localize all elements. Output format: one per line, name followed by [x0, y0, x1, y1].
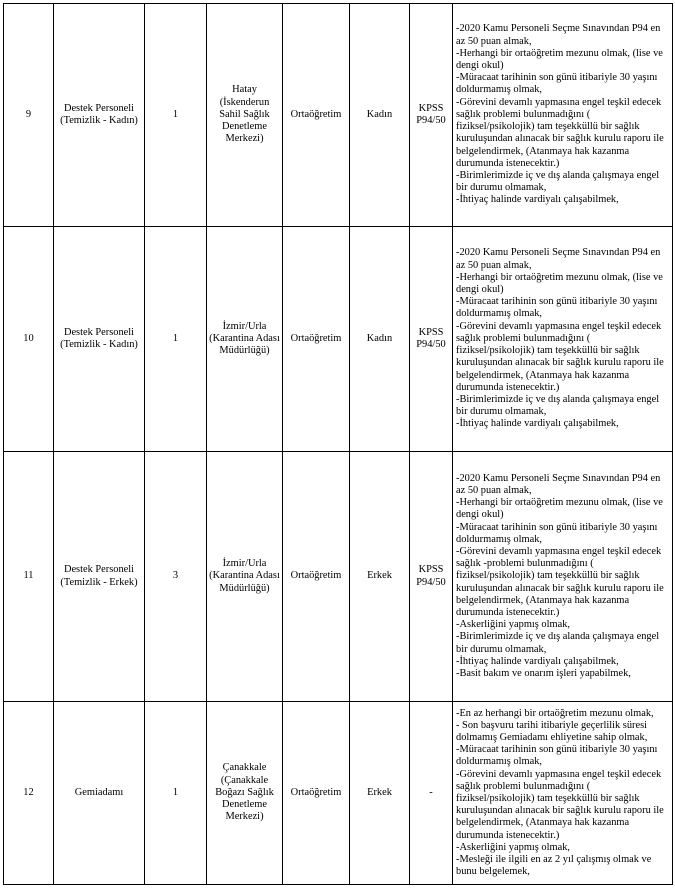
education-level: Ortaöğretim — [283, 702, 350, 885]
requirement-line: -Müracaat tarihinin son günü itibariyle 30 yaşını doldurmamış olmak, — [456, 72, 661, 96]
position-title: Gemiadamı — [54, 702, 145, 885]
gender: Kadın — [350, 227, 410, 452]
requirement-line: -Herhangi bir ortaöğretim mezunu olmak, (lise ve dengi okul) — [456, 47, 666, 72]
row-number: 9 — [4, 4, 54, 227]
requirement-line: -İhtiyaç halinde vardiyalı çalışabilmek, — [456, 194, 619, 206]
requirement-line: -Herhangi bir ortaöğretim mezunu olmak, (lise ve dengi okul) — [456, 497, 666, 521]
position-count: 1 — [145, 702, 207, 885]
work-location: Hatay (İskenderun Sahil Sağlık Denetleme Merkezi) — [207, 4, 283, 227]
position-count: 3 — [145, 452, 207, 702]
requirement-line: -Askerliğini yapmış olmak, — [456, 841, 570, 853]
gender: Erkek — [350, 702, 410, 885]
requirement-line: -Birimlerimizde iç ve dış alanda çalışmaya engel bir durumu olmamak, — [456, 393, 662, 418]
requirement-line: -İhtiyaç halinde vardiyalı çalışabilmek, — [456, 655, 619, 667]
education-level: Ortaöğretim — [283, 4, 350, 227]
requirements-cell — [453, 702, 673, 885]
requirement-line: -2020 Kamu Personeli Seçme Sınavından P94 en az 50 puan almak, — [456, 23, 663, 47]
table-row — [4, 702, 673, 885]
position-count: 1 — [145, 4, 207, 227]
kpss-score: KPSS P94/50 — [410, 4, 453, 227]
job-listing-table — [3, 3, 673, 885]
position-count: 1 — [145, 227, 207, 452]
table-row — [4, 4, 673, 227]
requirement-line: -Müracaat tarihinin son günü itibariyle 30 yaşını doldurmamış olmak, — [456, 744, 661, 768]
requirement-line: -Görevini devamlı yapmasına engel teşkil edecek sağlık problemi bulunmadığını ( fiziksel/psikolojik) tam teşekküllü bir sağlık kuruluşundan alınacak bir sağlık kurulu raporu ile belgelendirmek, (Atanmaya hak kazanma durumunda istenecektir.) — [456, 96, 667, 169]
requirement-line: -Herhangi bir ortaöğretim mezunu olmak, (lise ve dengi okul) — [456, 271, 666, 296]
requirement-line: -Müracaat tarihinin son günü itibariyle 30 yaşını doldurmamış olmak, — [456, 296, 661, 320]
kpss-score: - — [410, 702, 453, 885]
row-number: 10 — [4, 227, 54, 452]
requirement-line: -Görevini devamlı yapmasına engel teşkil edecek sağlık problemi bulunmadığını ( fiziksel/psikolojik) tam teşekküllü bir sağlık kuruluşundan alınacak bir sağlık kurulu raporu ile belgelendirmek, (Atanmaya hak kazanma durumunda istenecektir.) — [456, 320, 667, 393]
requirement-line: - Son başvuru tarihi itibariyle geçerlilik süresi dolmamış Gemiadamı ehliyetine sahip olmak, — [456, 719, 650, 743]
requirement-line: -Birimlerimizde iç ve dış alanda çalışmaya engel bir durumu olmamak, — [456, 631, 662, 655]
requirement-line: -Görevini devamlı yapmasına engel teşkil edecek sağlık problemi bulunmadığını ( fiziksel/psikolojik) tam teşekküllü bir sağlık kuruluşundan alınacak bir sağlık kurulu raporu ile belgelendirmek, (Atanmaya hak kazanma durumunda istenecektir.) — [456, 768, 667, 841]
education-level: Ortaöğretim — [283, 452, 350, 702]
work-location: İzmir/Urla (Karantina Adası Müdürlüğü) — [207, 227, 283, 452]
row-number: 12 — [4, 702, 54, 885]
requirement-line: -Görevini devamlı yapmasına engel teşkil edecek sağlık -problemi bulunmadığını ( fiziksel/psikolojik) tam teşekküllü bir sağlık kuruluşundan alınacak bir sağlık kurulu raporu ile belgelendirmek, (Atanmaya hak kazanma durumunda istenecektir.) — [456, 545, 667, 618]
position-title: Destek Personeli (Temizlik - Erkek) — [54, 452, 145, 702]
requirement-line: -Basit bakım ve onarım işleri yapabilmek, — [456, 668, 631, 680]
requirements-cell — [453, 4, 673, 227]
requirement-line: -En az herhangi bir ortaöğretim mezunu olmak, — [456, 707, 654, 719]
position-title: Destek Personeli (Temizlik - Kadın) — [54, 227, 145, 452]
gender: Kadın — [350, 4, 410, 227]
requirement-line: -İhtiyaç halinde vardiyalı çalışabilmek, — [456, 418, 619, 430]
row-number: 11 — [4, 452, 54, 702]
kpss-score: KPSS P94/50 — [410, 452, 453, 702]
kpss-score: KPSS P94/50 — [410, 227, 453, 452]
position-title: Destek Personeli (Temizlik - Kadın) — [54, 4, 145, 227]
requirement-line: -2020 Kamu Personeli Seçme Sınavından P94 en az 50 puan almak, — [456, 472, 663, 496]
requirement-line: -Askerliğini yapmış olmak, — [456, 619, 570, 631]
requirements-cell — [453, 227, 673, 452]
requirements-cell — [453, 452, 673, 702]
requirement-line: -Müracaat tarihinin son günü itibariyle 30 yaşını doldurmamış olmak, — [456, 521, 661, 545]
requirement-line: -Mesleği ile ilgili en az 2 yıl çalışmış olmak ve bunu belgelemek, — [456, 854, 654, 878]
table-row — [4, 227, 673, 452]
table-row — [4, 452, 673, 702]
work-location: Çanakkale (Çanakkale Boğazı Sağlık Denetleme Merkezi) — [207, 702, 283, 885]
gender: Erkek — [350, 452, 410, 702]
requirement-line: -2020 Kamu Personeli Seçme Sınavından P94 en az 50 puan almak, — [456, 247, 663, 271]
work-location: İzmir/Urla (Karantina Adası Müdürlüğü) — [207, 452, 283, 702]
education-level: Ortaöğretim — [283, 227, 350, 452]
requirement-line: -Birimlerimizde iç ve dış alanda çalışmaya engel bir durumu olmamak, — [456, 169, 662, 194]
